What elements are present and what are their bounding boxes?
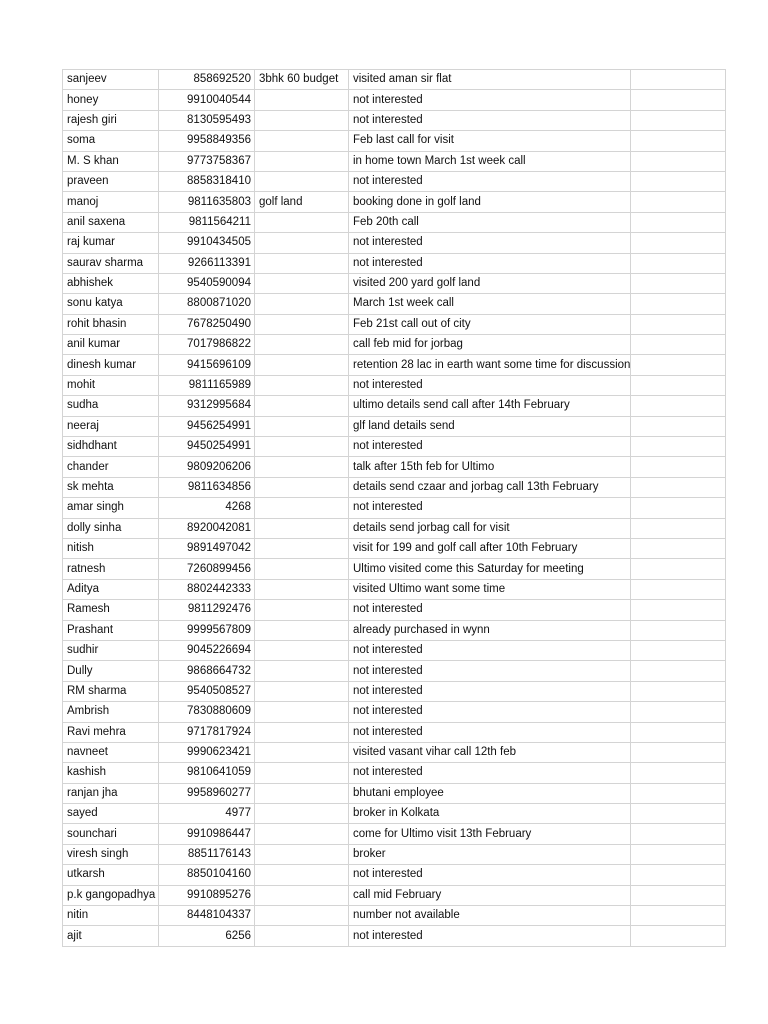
table-row	[63, 477, 726, 497]
cell-remark[interactable]: number not available	[349, 906, 631, 926]
cell-remark[interactable]: not interested	[349, 763, 631, 783]
table-row	[63, 600, 726, 620]
cell-requirement[interactable]	[255, 171, 349, 191]
cell-remark[interactable]: visited Ultimo want some time	[349, 579, 631, 599]
table-row	[63, 783, 726, 803]
cell-name[interactable]: Ambrish	[63, 702, 159, 722]
cell-name[interactable]: soma	[63, 131, 159, 151]
cell-requirement[interactable]	[255, 457, 349, 477]
cell-name[interactable]: viresh singh	[63, 844, 159, 864]
cell-requirement[interactable]: golf land	[255, 192, 349, 212]
cell-name[interactable]: Dully	[63, 661, 159, 681]
cell-remark[interactable]: visited vasant vihar call 12th feb	[349, 742, 631, 762]
cell-requirement[interactable]	[255, 355, 349, 375]
cell-empty[interactable]	[631, 538, 726, 558]
cell-empty[interactable]	[631, 171, 726, 191]
table-row	[63, 620, 726, 640]
cell-phone[interactable]: 8130595493	[159, 110, 255, 130]
cell-phone[interactable]: 9811635803	[159, 192, 255, 212]
cell-remark[interactable]: talk after 15th feb for Ultimo	[349, 457, 631, 477]
cell-remark[interactable]: not interested	[349, 681, 631, 701]
cell-phone[interactable]: 6256	[159, 926, 255, 946]
cell-name[interactable]: neeraj	[63, 416, 159, 436]
cell-phone[interactable]: 8851176143	[159, 844, 255, 864]
cell-requirement[interactable]	[255, 131, 349, 151]
table-row	[63, 722, 726, 742]
cell-name[interactable]: ratnesh	[63, 559, 159, 579]
cell-name[interactable]: manoj	[63, 192, 159, 212]
cell-requirement[interactable]	[255, 824, 349, 844]
cell-name[interactable]: sudha	[63, 396, 159, 416]
cell-remark[interactable]: March 1st week call	[349, 294, 631, 314]
cell-requirement[interactable]	[255, 110, 349, 130]
cell-remark[interactable]: glf land details send	[349, 416, 631, 436]
cell-phone[interactable]: 9868664732	[159, 661, 255, 681]
cell-name[interactable]: nitish	[63, 538, 159, 558]
cell-empty[interactable]	[631, 233, 726, 253]
cell-remark[interactable]: already purchased in wynn	[349, 620, 631, 640]
table-row	[63, 804, 726, 824]
cell-remark[interactable]: Feb last call for visit	[349, 131, 631, 151]
cell-requirement[interactable]	[255, 681, 349, 701]
cell-remark[interactable]: call mid February	[349, 885, 631, 905]
table-row	[63, 763, 726, 783]
cell-empty[interactable]	[631, 437, 726, 457]
cell-phone[interactable]: 9312995684	[159, 396, 255, 416]
cell-requirement[interactable]	[255, 396, 349, 416]
cell-name[interactable]: kashish	[63, 763, 159, 783]
cell-phone[interactable]: 858692520	[159, 70, 255, 90]
cell-phone[interactable]: 8858318410	[159, 171, 255, 191]
cell-empty[interactable]	[631, 844, 726, 864]
table-row	[63, 824, 726, 844]
cell-remark[interactable]: not interested	[349, 702, 631, 722]
table-row	[63, 640, 726, 660]
cell-remark[interactable]: not interested	[349, 171, 631, 191]
cell-empty[interactable]	[631, 661, 726, 681]
table-row	[63, 70, 726, 90]
cell-name[interactable]: amar singh	[63, 498, 159, 518]
cell-empty[interactable]	[631, 722, 726, 742]
cell-phone[interactable]: 8850104160	[159, 865, 255, 885]
table-row	[63, 171, 726, 191]
cell-requirement[interactable]	[255, 498, 349, 518]
cell-phone[interactable]: 7260899456	[159, 559, 255, 579]
cell-requirement[interactable]	[255, 763, 349, 783]
table-row	[63, 212, 726, 232]
cell-remark[interactable]: not interested	[349, 90, 631, 110]
cell-remark[interactable]: Feb 21st call out of city	[349, 314, 631, 334]
cell-phone[interactable]: 9540508527	[159, 681, 255, 701]
cell-requirement[interactable]	[255, 640, 349, 660]
cell-name[interactable]: abhishek	[63, 273, 159, 293]
cell-empty[interactable]	[631, 212, 726, 232]
cell-phone[interactable]: 8448104337	[159, 906, 255, 926]
table-row	[63, 375, 726, 395]
cell-remark[interactable]: visited aman sir flat	[349, 70, 631, 90]
cell-requirement[interactable]	[255, 233, 349, 253]
table-row	[63, 538, 726, 558]
cell-phone[interactable]: 8920042081	[159, 518, 255, 538]
cell-remark[interactable]: visited 200 yard golf land	[349, 273, 631, 293]
cell-name[interactable]: sounchari	[63, 824, 159, 844]
cell-requirement[interactable]	[255, 579, 349, 599]
cell-empty[interactable]	[631, 151, 726, 171]
cell-phone[interactable]: 9958849356	[159, 131, 255, 151]
cell-name[interactable]: mohit	[63, 375, 159, 395]
cell-phone[interactable]: 9811165989	[159, 375, 255, 395]
cell-empty[interactable]	[631, 518, 726, 538]
cell-name[interactable]: sanjeev	[63, 70, 159, 90]
table-row	[63, 355, 726, 375]
cell-empty[interactable]	[631, 335, 726, 355]
cell-phone[interactable]: 7678250490	[159, 314, 255, 334]
cell-phone[interactable]: 9910434505	[159, 233, 255, 253]
cell-name[interactable]: raj kumar	[63, 233, 159, 253]
cell-phone[interactable]: 8802442333	[159, 579, 255, 599]
cell-requirement[interactable]	[255, 212, 349, 232]
cell-phone[interactable]: 9811564211	[159, 212, 255, 232]
cell-name[interactable]: Aditya	[63, 579, 159, 599]
cell-empty[interactable]	[631, 865, 726, 885]
cell-phone[interactable]: 9999567809	[159, 620, 255, 640]
cell-name[interactable]: dinesh kumar	[63, 355, 159, 375]
cell-requirement[interactable]	[255, 702, 349, 722]
cell-name[interactable]: utkarsh	[63, 865, 159, 885]
cell-remark[interactable]: not interested	[349, 926, 631, 946]
cell-empty[interactable]	[631, 498, 726, 518]
cell-name[interactable]: nitin	[63, 906, 159, 926]
cell-requirement[interactable]	[255, 538, 349, 558]
cell-phone[interactable]: 9810641059	[159, 763, 255, 783]
cell-remark[interactable]: not interested	[349, 498, 631, 518]
cell-name[interactable]: anil saxena	[63, 212, 159, 232]
cell-requirement[interactable]	[255, 335, 349, 355]
table-row	[63, 131, 726, 151]
cell-requirement[interactable]	[255, 90, 349, 110]
cell-requirement[interactable]	[255, 661, 349, 681]
cell-remark[interactable]: ultimo details send call after 14th February	[349, 396, 631, 416]
table-row	[63, 559, 726, 579]
cell-name[interactable]: navneet	[63, 742, 159, 762]
cell-requirement[interactable]	[255, 742, 349, 762]
table-row	[63, 90, 726, 110]
cell-remark[interactable]: Ultimo visited come this Saturday for meeting	[349, 559, 631, 579]
table-row	[63, 579, 726, 599]
cell-remark[interactable]: not interested	[349, 661, 631, 681]
cell-phone[interactable]: 9540590094	[159, 273, 255, 293]
cell-remark[interactable]: Feb 20th call	[349, 212, 631, 232]
cell-name[interactable]: sonu katya	[63, 294, 159, 314]
cell-name[interactable]: sidhdhant	[63, 437, 159, 457]
cell-requirement[interactable]	[255, 783, 349, 803]
table-row	[63, 742, 726, 762]
cell-phone[interactable]: 9415696109	[159, 355, 255, 375]
cell-requirement[interactable]	[255, 151, 349, 171]
table-row	[63, 702, 726, 722]
cell-name[interactable]: ajit	[63, 926, 159, 946]
cell-remark[interactable]: not interested	[349, 865, 631, 885]
cell-name[interactable]: Ramesh	[63, 600, 159, 620]
cell-empty[interactable]	[631, 70, 726, 90]
cell-empty[interactable]	[631, 192, 726, 212]
cell-phone[interactable]: 9045226694	[159, 640, 255, 660]
cell-requirement[interactable]	[255, 273, 349, 293]
cell-empty[interactable]	[631, 477, 726, 497]
table-row	[63, 416, 726, 436]
cell-phone[interactable]: 9811634856	[159, 477, 255, 497]
cell-remark[interactable]: not interested	[349, 375, 631, 395]
cell-requirement[interactable]: 3bhk 60 budget	[255, 70, 349, 90]
cell-remark[interactable]: not interested	[349, 640, 631, 660]
cell-remark[interactable]: details send jorbag call for visit	[349, 518, 631, 538]
cell-empty[interactable]	[631, 90, 726, 110]
cell-remark[interactable]: details send czaar and jorbag call 13th February	[349, 477, 631, 497]
cell-empty[interactable]	[631, 396, 726, 416]
cell-remark[interactable]: visit for 199 and golf call after 10th February	[349, 538, 631, 558]
cell-name[interactable]: honey	[63, 90, 159, 110]
cell-remark[interactable]: not interested	[349, 437, 631, 457]
cell-remark[interactable]: broker	[349, 844, 631, 864]
cell-requirement[interactable]	[255, 926, 349, 946]
cell-remark[interactable]: broker in Kolkata	[349, 804, 631, 824]
cell-name[interactable]: sayed	[63, 804, 159, 824]
cell-requirement[interactable]	[255, 885, 349, 905]
table-row	[63, 926, 726, 946]
cell-name[interactable]: anil kumar	[63, 335, 159, 355]
cell-empty[interactable]	[631, 926, 726, 946]
cell-phone[interactable]: 9450254991	[159, 437, 255, 457]
cell-remark[interactable]: bhutani employee	[349, 783, 631, 803]
cell-name[interactable]: dolly sinha	[63, 518, 159, 538]
cell-remark[interactable]: not interested	[349, 253, 631, 273]
cell-empty[interactable]	[631, 763, 726, 783]
cell-empty[interactable]	[631, 375, 726, 395]
cell-remark[interactable]: call feb mid for jorbag	[349, 335, 631, 355]
cell-name[interactable]: M. S khan	[63, 151, 159, 171]
table-row	[63, 865, 726, 885]
cell-empty[interactable]	[631, 355, 726, 375]
cell-name[interactable]: saurav sharma	[63, 253, 159, 273]
cell-empty[interactable]	[631, 783, 726, 803]
leads-table	[62, 69, 726, 947]
cell-requirement[interactable]	[255, 906, 349, 926]
cell-empty[interactable]	[631, 579, 726, 599]
cell-phone[interactable]: 9809206206	[159, 457, 255, 477]
table-row	[63, 457, 726, 477]
cell-phone[interactable]: 9266113391	[159, 253, 255, 273]
cell-name[interactable]: chander	[63, 457, 159, 477]
cell-empty[interactable]	[631, 416, 726, 436]
cell-remark[interactable]: not interested	[349, 600, 631, 620]
cell-name[interactable]: p.k gangopadhya	[63, 885, 159, 905]
cell-empty[interactable]	[631, 640, 726, 660]
cell-phone[interactable]: 9990623421	[159, 742, 255, 762]
cell-requirement[interactable]	[255, 375, 349, 395]
table-row	[63, 437, 726, 457]
table-row	[63, 233, 726, 253]
cell-phone[interactable]: 4268	[159, 498, 255, 518]
cell-phone[interactable]: 9910986447	[159, 824, 255, 844]
cell-requirement[interactable]	[255, 804, 349, 824]
cell-requirement[interactable]	[255, 294, 349, 314]
table-row	[63, 151, 726, 171]
table-row	[63, 253, 726, 273]
cell-requirement[interactable]	[255, 722, 349, 742]
cell-phone[interactable]: 4977	[159, 804, 255, 824]
cell-empty[interactable]	[631, 457, 726, 477]
cell-empty[interactable]	[631, 273, 726, 293]
cell-phone[interactable]: 9456254991	[159, 416, 255, 436]
table-row	[63, 273, 726, 293]
table-row	[63, 661, 726, 681]
cell-name[interactable]: ranjan jha	[63, 783, 159, 803]
cell-requirement[interactable]	[255, 559, 349, 579]
cell-requirement[interactable]	[255, 518, 349, 538]
cell-empty[interactable]	[631, 620, 726, 640]
leads-table-body	[63, 70, 726, 947]
cell-empty[interactable]	[631, 742, 726, 762]
cell-phone[interactable]: 9910895276	[159, 885, 255, 905]
cell-remark[interactable]: not interested	[349, 722, 631, 742]
cell-name[interactable]: rohit bhasin	[63, 314, 159, 334]
cell-name[interactable]: sudhir	[63, 640, 159, 660]
cell-remark[interactable]: retention 28 lac in earth want some time for discussion	[349, 355, 631, 375]
table-row	[63, 314, 726, 334]
cell-name[interactable]: rajesh giri	[63, 110, 159, 130]
table-row	[63, 192, 726, 212]
cell-requirement[interactable]	[255, 600, 349, 620]
table-row	[63, 294, 726, 314]
cell-empty[interactable]	[631, 314, 726, 334]
cell-name[interactable]: Ravi mehra	[63, 722, 159, 742]
cell-requirement[interactable]	[255, 477, 349, 497]
cell-empty[interactable]	[631, 131, 726, 151]
cell-requirement[interactable]	[255, 437, 349, 457]
table-row	[63, 498, 726, 518]
cell-requirement[interactable]	[255, 865, 349, 885]
cell-phone[interactable]: 9910040544	[159, 90, 255, 110]
cell-name[interactable]: sk mehta	[63, 477, 159, 497]
table-row	[63, 906, 726, 926]
table-row	[63, 110, 726, 130]
cell-empty[interactable]	[631, 559, 726, 579]
cell-remark[interactable]: not interested	[349, 233, 631, 253]
table-row	[63, 396, 726, 416]
table-row	[63, 335, 726, 355]
cell-empty[interactable]	[631, 253, 726, 273]
cell-phone[interactable]: 7017986822	[159, 335, 255, 355]
cell-requirement[interactable]	[255, 416, 349, 436]
table-row	[63, 885, 726, 905]
cell-name[interactable]: Prashant	[63, 620, 159, 640]
cell-requirement[interactable]	[255, 314, 349, 334]
cell-requirement[interactable]	[255, 253, 349, 273]
cell-requirement[interactable]	[255, 620, 349, 640]
cell-phone[interactable]: 8800871020	[159, 294, 255, 314]
cell-phone[interactable]: 9717817924	[159, 722, 255, 742]
cell-empty[interactable]	[631, 600, 726, 620]
cell-phone[interactable]: 9811292476	[159, 600, 255, 620]
cell-phone[interactable]: 9891497042	[159, 538, 255, 558]
cell-empty[interactable]	[631, 824, 726, 844]
table-row	[63, 681, 726, 701]
cell-phone[interactable]: 9958960277	[159, 783, 255, 803]
cell-remark[interactable]: not interested	[349, 110, 631, 130]
cell-empty[interactable]	[631, 110, 726, 130]
cell-phone[interactable]: 9773758367	[159, 151, 255, 171]
cell-remark[interactable]: booking done in golf land	[349, 192, 631, 212]
cell-remark[interactable]: come for Ultimo visit 13th February	[349, 824, 631, 844]
cell-name[interactable]: praveen	[63, 171, 159, 191]
cell-empty[interactable]	[631, 702, 726, 722]
table-row	[63, 844, 726, 864]
cell-remark[interactable]: in home town March 1st week call	[349, 151, 631, 171]
cell-empty[interactable]	[631, 681, 726, 701]
cell-name[interactable]: RM sharma	[63, 681, 159, 701]
cell-empty[interactable]	[631, 885, 726, 905]
cell-requirement[interactable]	[255, 844, 349, 864]
cell-empty[interactable]	[631, 294, 726, 314]
table-row	[63, 518, 726, 538]
cell-empty[interactable]	[631, 906, 726, 926]
cell-phone[interactable]: 7830880609	[159, 702, 255, 722]
cell-empty[interactable]	[631, 804, 726, 824]
